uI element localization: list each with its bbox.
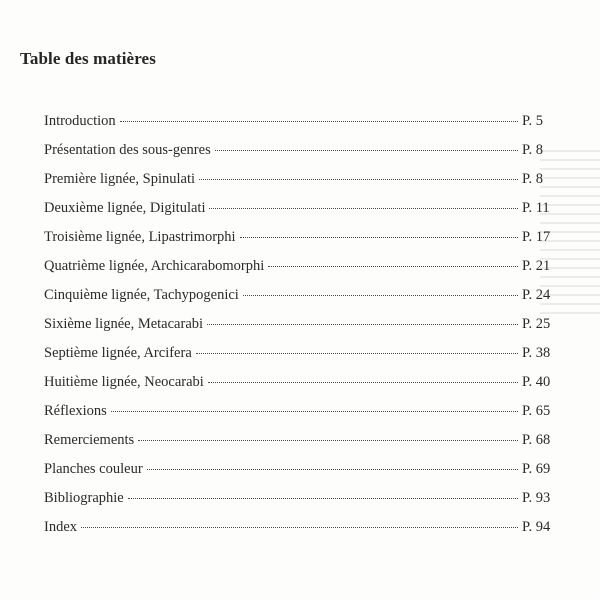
toc-entry-page-number: P. 21	[522, 258, 551, 274]
toc-entry-title: Sixième lignée, Metacarabi	[44, 316, 204, 332]
toc-entry	[44, 113, 556, 142]
toc-entry-page-number: P. 11	[522, 200, 550, 216]
dot-leader	[120, 121, 518, 122]
toc-entry-title: Index	[44, 519, 78, 535]
toc-entry	[44, 461, 556, 490]
toc-entry-page-number: P. 8	[522, 142, 543, 158]
toc-list	[44, 113, 556, 548]
toc-entry	[44, 374, 556, 403]
dot-leader	[111, 411, 518, 412]
toc-entry-page-number: P. 93	[522, 490, 551, 506]
toc-entry-title: Quatrième lignée, Archicarabomorphi	[44, 258, 265, 274]
toc-entry	[44, 142, 556, 171]
toc-entry-title: Cinquième lignée, Tachypogenici	[44, 287, 239, 303]
toc-entry	[44, 229, 556, 258]
toc-entry	[44, 258, 556, 287]
toc-entry-title: Remerciements	[44, 432, 135, 448]
toc-entry	[44, 316, 556, 345]
toc-entry-title: Deuxième lignée, Digitulati	[44, 200, 206, 216]
toc-entry-page-number: P. 24	[522, 287, 551, 303]
dot-leader	[215, 150, 518, 151]
toc-entry-title: Septième lignée, Arcifera	[44, 345, 192, 361]
dot-leader	[81, 527, 518, 528]
toc-entry-page-number: P. 5	[522, 113, 543, 129]
toc-entry-page-number: P. 69	[522, 461, 551, 477]
dot-leader	[208, 382, 518, 383]
toc-entry	[44, 171, 556, 200]
dot-leader	[209, 208, 518, 209]
toc-entry-title: Réflexions	[44, 403, 107, 419]
toc-entry	[44, 432, 556, 461]
toc-entry-title: Bibliographie	[44, 490, 124, 506]
dot-leader	[147, 469, 518, 470]
dot-leader	[207, 324, 518, 325]
dot-leader	[128, 498, 518, 499]
dot-leader	[240, 237, 518, 238]
toc-entry-page-number: P. 25	[522, 316, 551, 332]
toc-entry	[44, 287, 556, 316]
toc-entry-page-number: P. 8	[522, 171, 543, 187]
toc-entry	[44, 490, 556, 519]
toc-entry-page-number: P. 68	[522, 432, 551, 448]
toc-entry-title: Première lignée, Spinulati	[44, 171, 196, 187]
toc-entry-page-number: P. 38	[522, 345, 551, 361]
toc-entry-title: Troisième lignée, Lipastrimorphi	[44, 229, 236, 245]
toc-entry-title: Planches couleur	[44, 461, 143, 477]
dot-leader	[138, 440, 518, 441]
toc-entry	[44, 519, 556, 548]
toc-entry-page-number: P. 65	[522, 403, 551, 419]
toc-entry-title: Introduction	[44, 113, 116, 129]
dot-leader	[199, 179, 518, 180]
toc-entry-title: Présentation des sous-genres	[44, 142, 211, 158]
toc-entry	[44, 345, 556, 374]
dot-leader	[243, 295, 518, 296]
page-title: Table des matières	[20, 49, 156, 68]
toc-entry-title: Huitième lignée, Neocarabi	[44, 374, 204, 390]
toc-entry	[44, 403, 556, 432]
toc-entry	[44, 200, 556, 229]
toc-entry-page-number: P. 17	[522, 229, 551, 245]
dot-leader	[268, 266, 518, 267]
toc-entry-page-number: P. 40	[522, 374, 551, 390]
dot-leader	[196, 353, 518, 354]
toc-entry-page-number: P. 94	[522, 519, 551, 535]
